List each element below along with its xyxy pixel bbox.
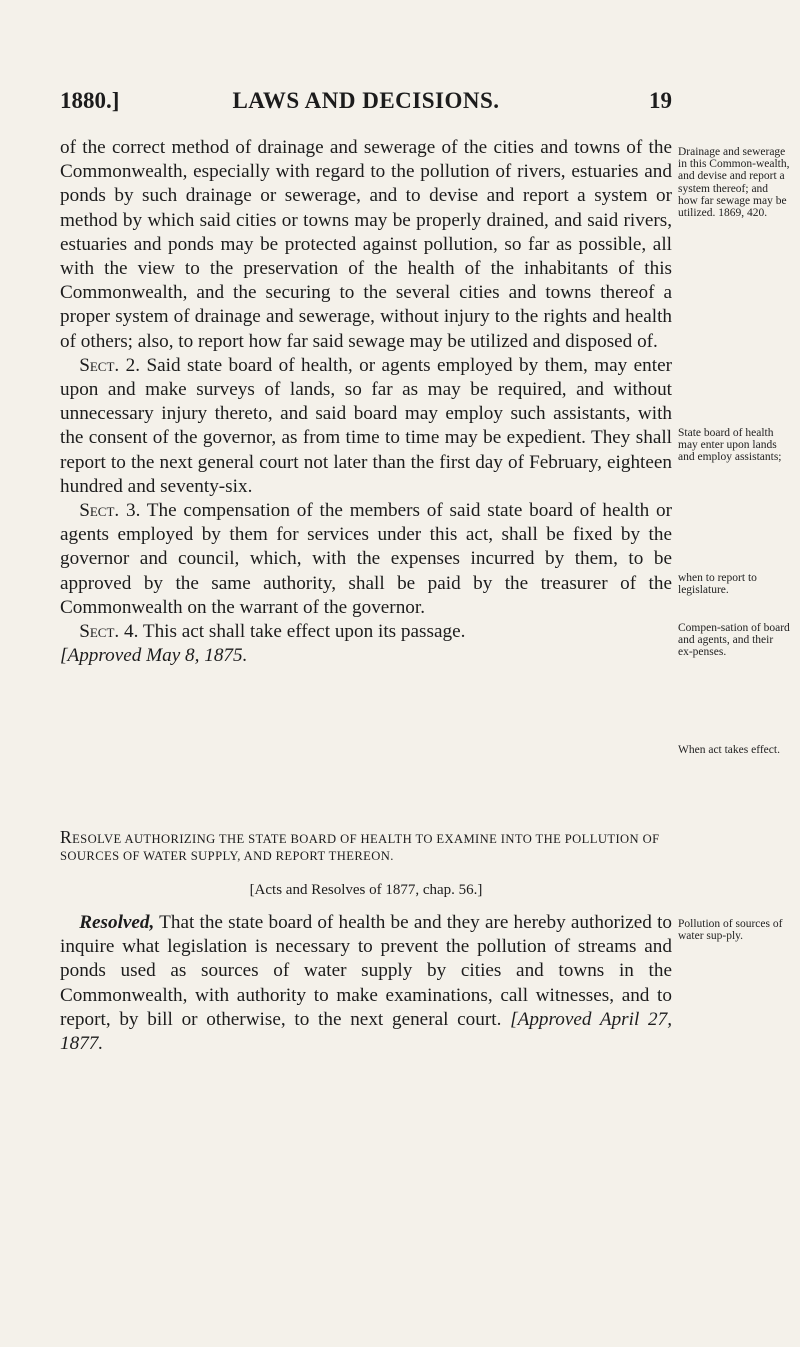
page-number: 19 xyxy=(649,88,672,113)
act-body xyxy=(60,136,672,668)
resolve-paragraph xyxy=(60,911,672,1056)
margin-note-drainage: Drainage and sewerage in this Common-wealth, and devise and report a system thereof; and how far sewage may be utilized. 1869, 420. xyxy=(678,146,790,220)
section-4-approved: [Approved May 8, 1875. xyxy=(60,645,248,667)
section-4-label: Sect. 4. xyxy=(79,621,139,643)
running-head xyxy=(60,88,672,118)
section-2-label: Sect. 2. xyxy=(79,354,141,376)
margin-note-when-act: When act takes effect. xyxy=(678,744,780,756)
resolved-word: Resolved, xyxy=(79,912,155,933)
resolve-approved: [Approved April 27, 1877. xyxy=(60,1008,673,1055)
margin-note-compensation: Compen-sation of board and agents, and their ex-penses. xyxy=(678,622,790,659)
header-title: LAWS AND DECISIONS. xyxy=(232,88,500,113)
section-2-text: Said state board of health, or agents employed by them, may enter upon and make surveys of lands, so far as may be required, and without unnecessary injury thereto, and said board may employ such assistants, with the consent of the governor, as from time to time may be expedient. They shall report to the next general court not later than the first day of February, eighteen hundred and seventy-six. xyxy=(60,354,672,497)
resolve-title-initial: R xyxy=(60,827,73,847)
section-2 xyxy=(60,354,672,499)
section-1-continuation: of the correct method of drainage and sewerage of the cities and towns of the Commonwealth, especially with regard to the pollution of rivers, estuaries and ponds by such drainage or sewerage, and to devise and report a system or method by which said cities or towns may be properly drained, and said rivers, estuaries and ponds may be protected against pollution, so far as possible, all with the view to the preservation of the health of the inhabitants of this Commonwealth, and the securing to the several cities and towns thereof a proper system of drainage and sewerage, without injury to the rights and health of others; also, to report how far said sewage may be utilized and disposed of. xyxy=(60,137,672,352)
resolve-text: That the state board of health be and they are hereby authorized to inquire what legislation is necessary to prevent the pollution of streams and ponds used as sources of water supply by cities and towns in the Commonwealth, with authority to make examinations, call witnesses, and to report, by bill or otherwise, to the next general court. xyxy=(60,912,672,1030)
section-3-label: Sect. 3. xyxy=(79,500,141,522)
section-4-text: This act shall take effect upon its passage. xyxy=(142,621,466,643)
margin-note-state-board: State board of health may enter upon lands and employ assistants; xyxy=(678,427,782,464)
margin-note-report: when to report to legislature. xyxy=(678,572,757,597)
resolve-title-text: ESOLVE AUTHORIZING THE STATE BOARD OF HEALTH TO EXAMINE INTO THE POLLUTION OF SOURCES OF WATER SUPPLY, AND REPORT THEREON. xyxy=(60,832,660,863)
margin-note-pollution: Pollution of sources of water sup-ply. xyxy=(678,918,783,943)
section-4 xyxy=(60,620,672,668)
header-year: 1880.] xyxy=(60,88,120,113)
resolve-body xyxy=(60,911,672,1056)
acts-reference: [Acts and Resolves of 1877, chap. 56.] xyxy=(249,882,483,898)
section-3-text: The compensation of the members of said state board of health or agents employed by them for services under this act, shall be fixed by the governor and council, which, with the expenses incurred by them, to be approved by the same authority, shall be paid by the treasurer of the Commonwealth on the warrant of the governor. xyxy=(60,500,672,618)
resolve-title xyxy=(60,829,672,865)
section-3 xyxy=(60,499,672,620)
